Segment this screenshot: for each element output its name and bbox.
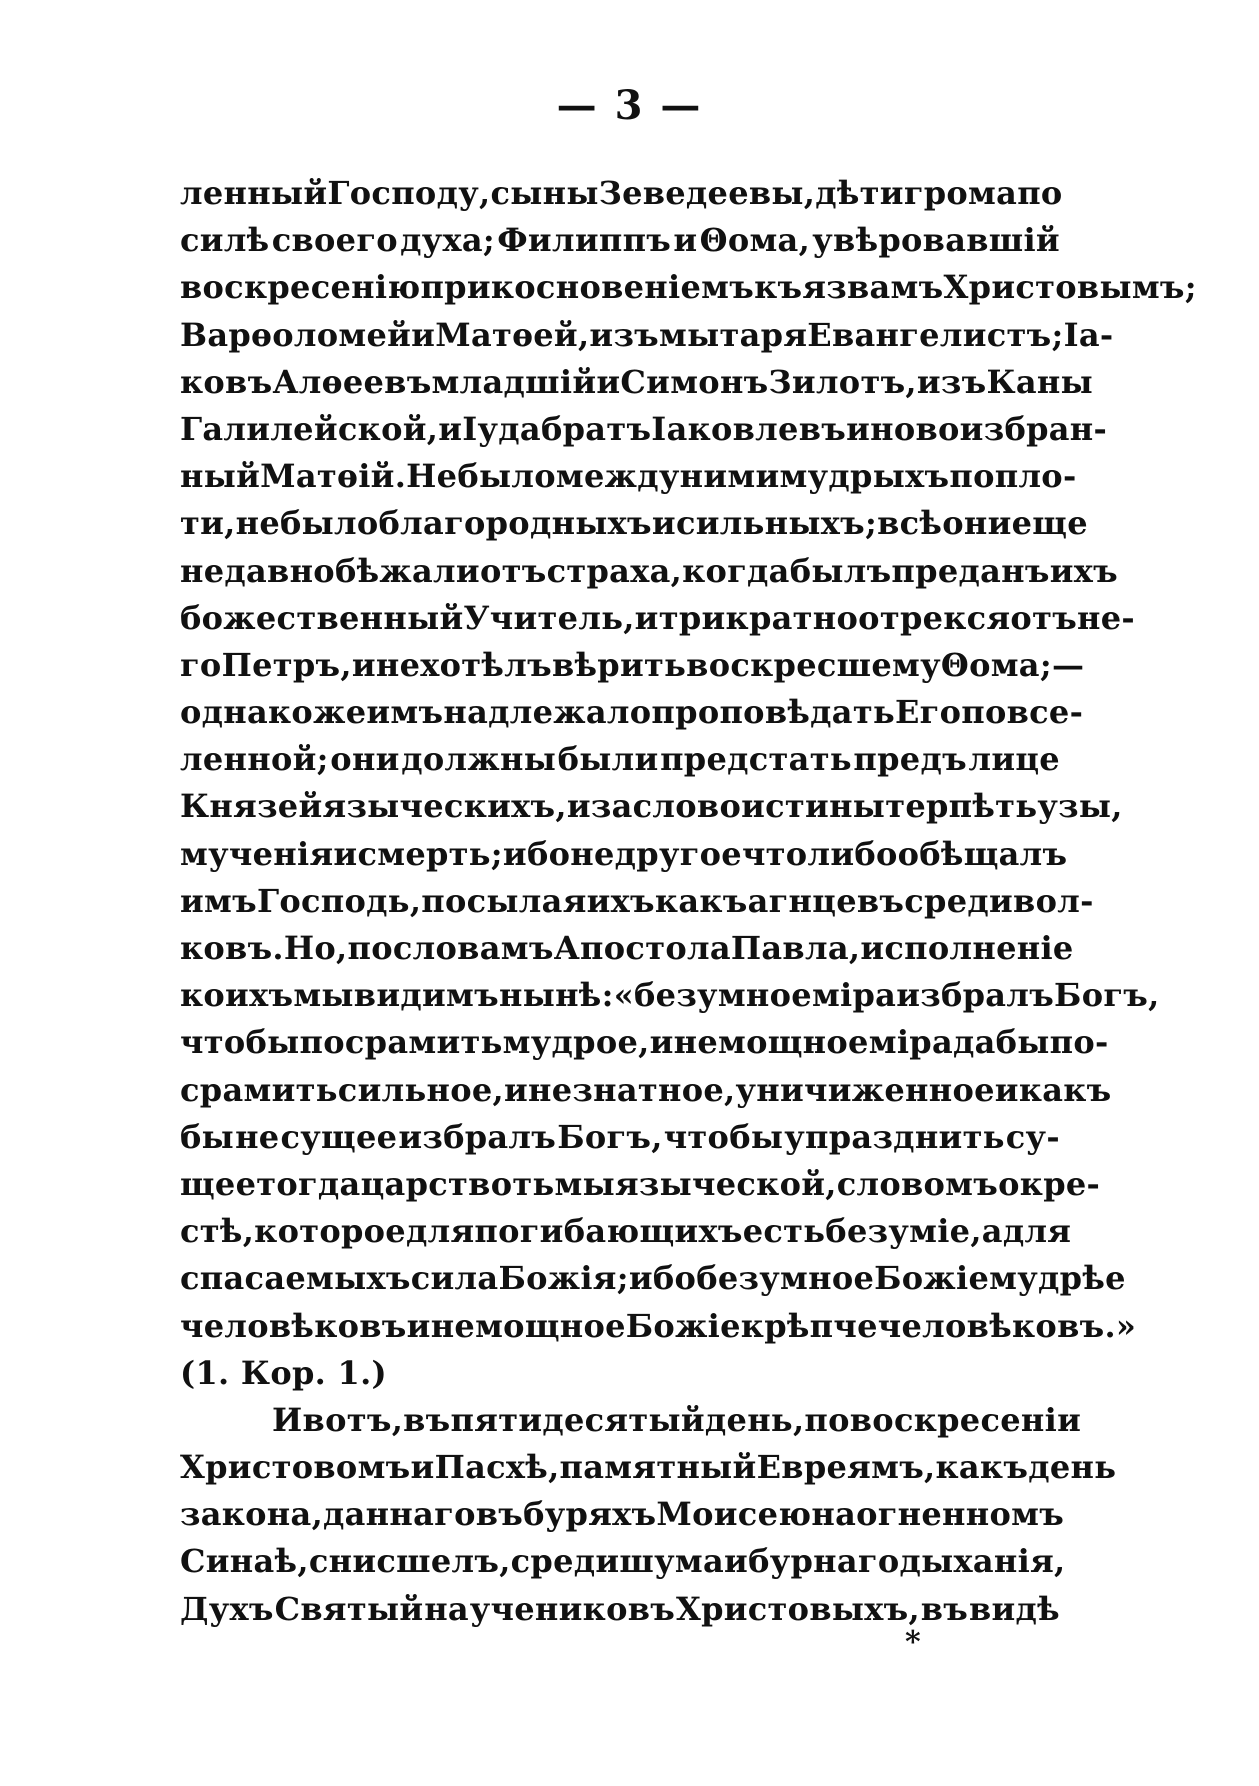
signature-mark: *	[905, 1625, 921, 1660]
text-line: ковъ Алѳеевъ младшій и Симонъ Зилотъ, изъ Каны	[180, 362, 1094, 401]
text-line: силѣ своего духа; Филиппъ и Θома, увѣровавшій	[180, 221, 1060, 260]
text-line: недавно бѣжали отъ страха, когда былъ преданъ ихъ	[180, 551, 1118, 590]
text-line: закона, даннаго въ буряхъ Моисею на огненномъ	[180, 1495, 1065, 1534]
body-text	[180, 170, 1197, 1633]
text-line: бы не сущее избралъ Богъ, чтобы упразднить су-	[180, 1117, 1060, 1156]
text-line: мученія и смерть; ибо не другое что либо обѣщалъ	[180, 834, 1068, 873]
text-line: И вотъ, въ пятидесятый день, по воскресеніи	[272, 1400, 1082, 1439]
text-line: срамить сильное, и незнатное, уничиженное и какъ	[180, 1070, 1112, 1109]
text-line: спасаемыхъ сила Божія; ибо безумное Божіе мудрѣе	[180, 1259, 1126, 1298]
text-line: Духъ Святый на учениковъ Христовыхъ, въ видѣ	[180, 1589, 1060, 1628]
text-line: ный Матѳій. Не было между ними мудрыхъ по пло-	[180, 457, 1077, 496]
text-line: ленной; они должны были предстать предъ лице	[180, 740, 1060, 779]
text-line: стѣ, которое для погибающихъ есть безуміе, а для	[180, 1212, 1072, 1251]
text-line: ковъ. Но, по словамъ Апостола Павла, исполненіе	[180, 929, 1074, 967]
text-line: Галилейской, и Іуда братъ Іаковлевъ и новоизбран-	[180, 409, 1108, 448]
text-line: имъ Господь, посылая ихъ какъ агнцевъ среди вол-	[180, 881, 1094, 920]
text-line: (1. Кор. 1.)	[180, 1353, 387, 1392]
text-line: щее тогда царство тьмы языческой, словомъ о кре-	[180, 1164, 1101, 1203]
text-line: Варѳоломей и Матѳей, изъ мытаря Евангелистъ; Іа-	[180, 315, 1114, 354]
text-line: Синаѣ, снисшелъ, среди шума и бурнаго дыханія,	[180, 1542, 1066, 1581]
text-line: коихъ мы видимъ нынѣ: «безумное міра избралъ Богъ,	[180, 976, 1160, 1015]
text-line: чтобы посрамить мудрое, и немощное міра дабы по-	[180, 1023, 1109, 1062]
text-line: однако же имъ надлежало проповѣдать Его по все-	[180, 693, 1084, 732]
text-line: Князей языческихъ, и за слово истины терпѣть узы,	[180, 787, 1123, 826]
text-line: воскресенію прикосновеніемъ къ язвамъ Христовымъ;	[180, 268, 1197, 307]
text-line: ленный Господу, сыны Зеведеевы, дѣти грома по	[180, 174, 1063, 212]
page-number: — 3 —	[556, 82, 703, 129]
text-line: божественный Учитель, и трикратно отрекся отъ не-	[180, 598, 1136, 637]
text-line: Христовомъ и Пасхѣ, памятный Евреямъ, какъ день	[180, 1448, 1117, 1487]
text-line: ти, не было благородныхъ и сильныхъ; всѣ они еще	[180, 504, 1088, 543]
text-line: человѣковъ и немощное Божіе крѣпче человѣковъ.»	[180, 1306, 1137, 1345]
text-line: го Петръ, и не хотѣлъ вѣрить воскресшему Θома;—	[180, 645, 1085, 684]
